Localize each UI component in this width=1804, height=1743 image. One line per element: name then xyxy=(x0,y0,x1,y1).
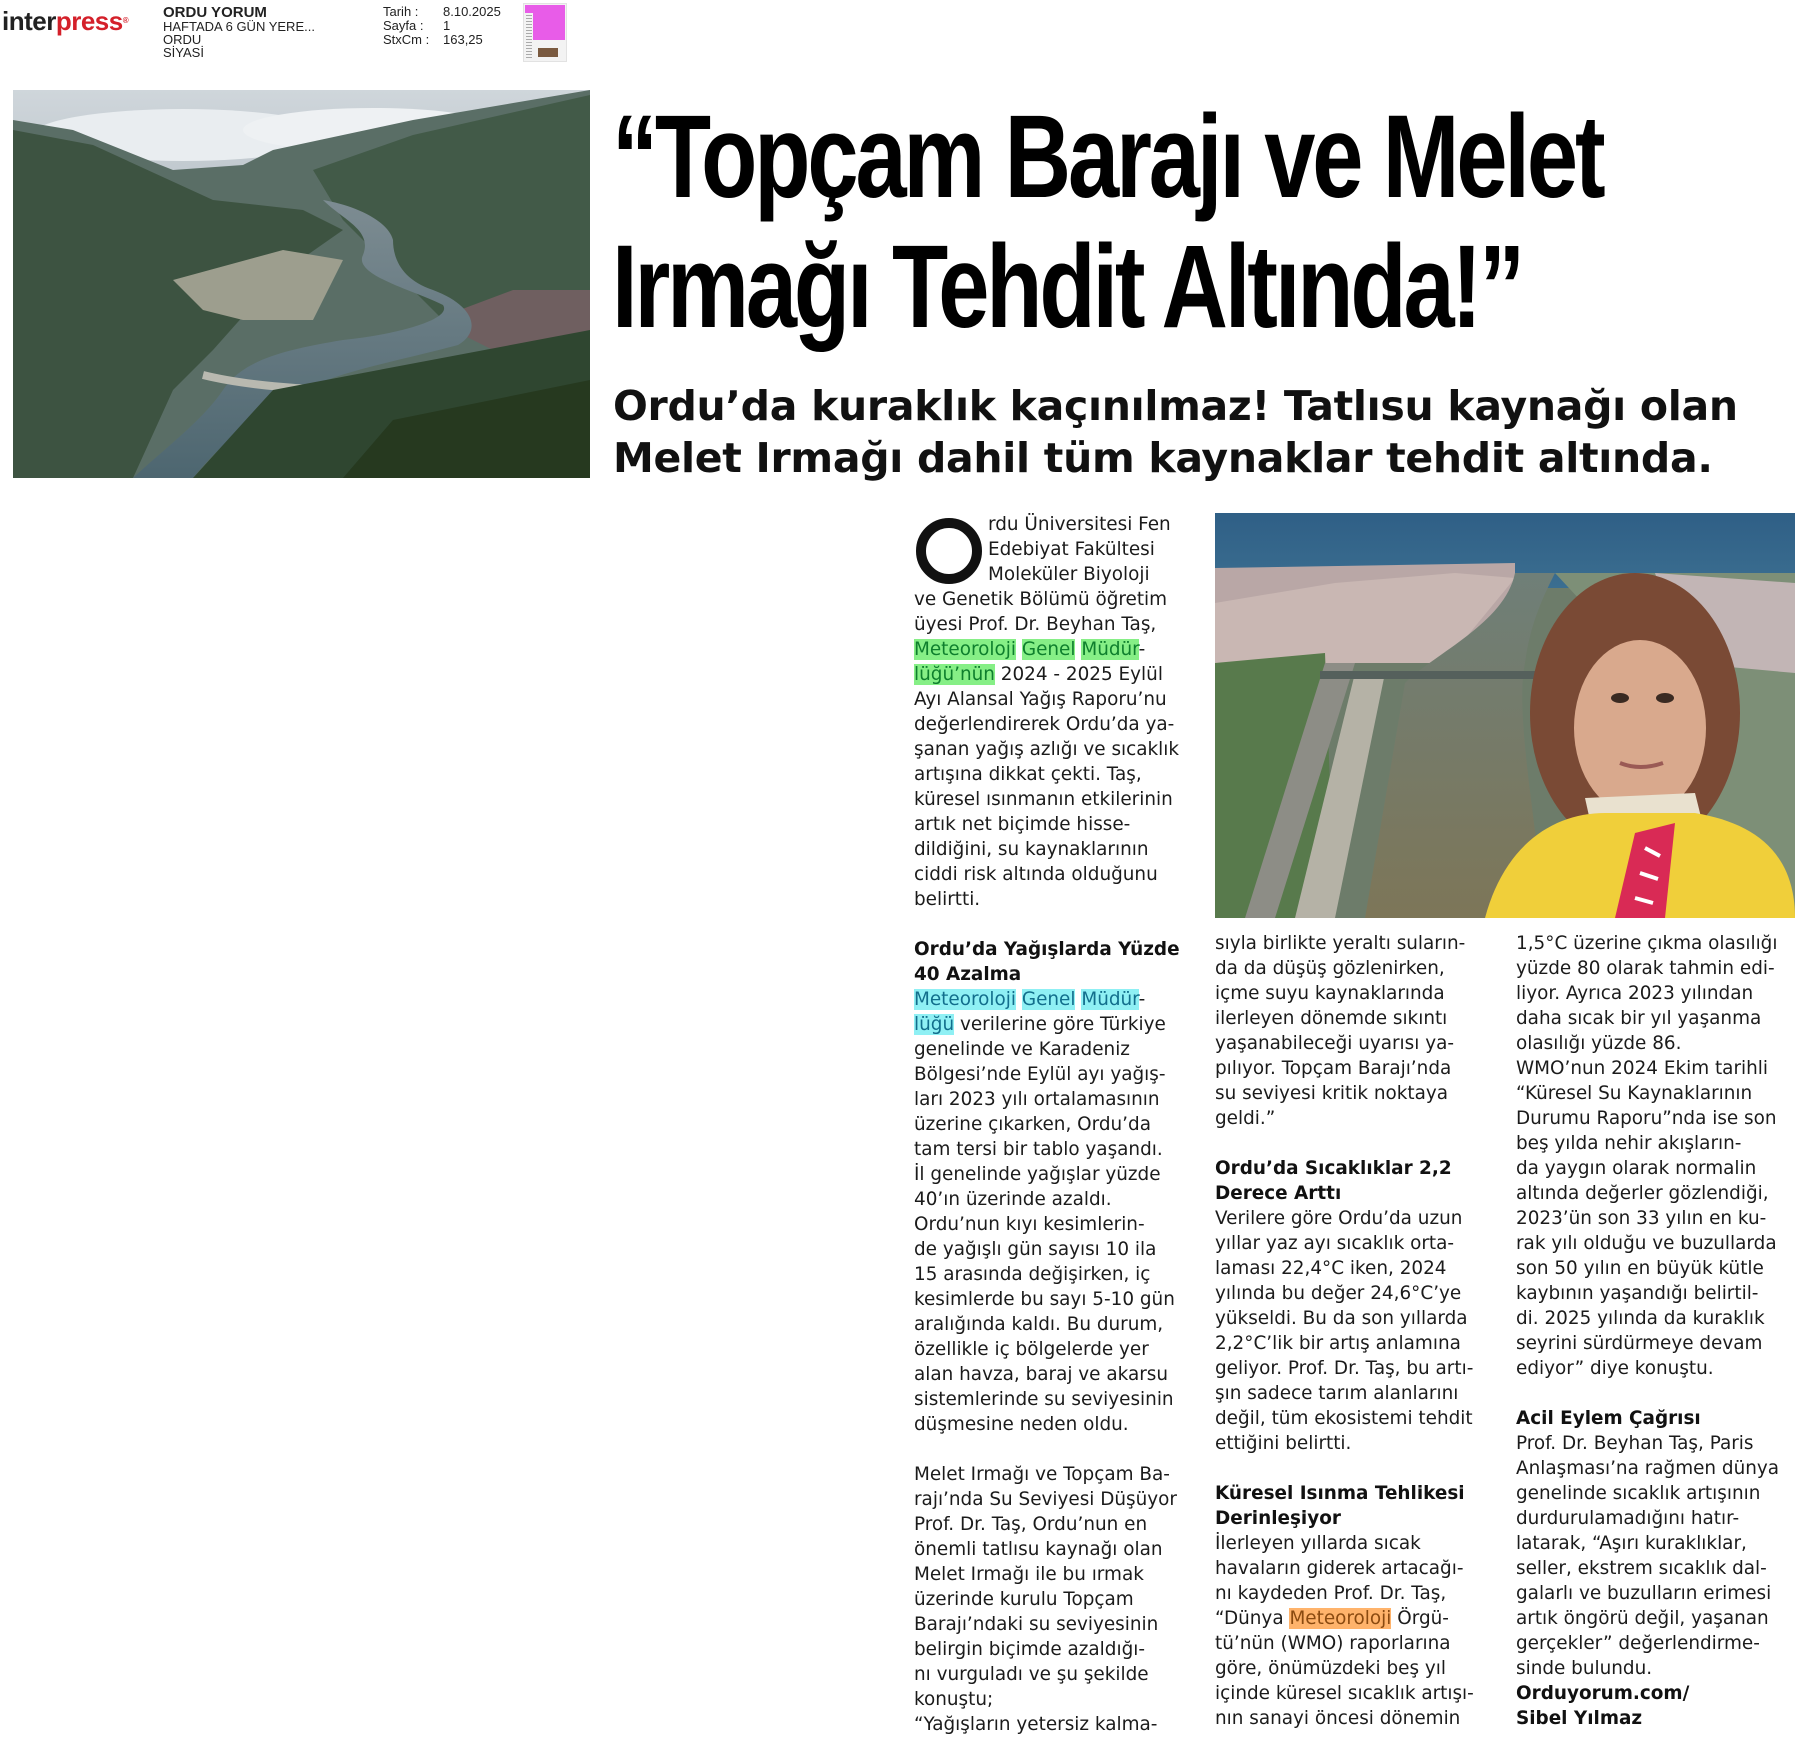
byline-source[interactable]: Orduyorum.com/ xyxy=(1516,1683,1690,1704)
headline-line-2: Irmağı Tehdit Altında!” xyxy=(612,221,1522,353)
logo-text-inter: inter xyxy=(2,6,56,36)
page-label: Sayfa : xyxy=(383,18,424,33)
text-line: yüzde 80 olarak tahmin edi- xyxy=(1516,958,1775,979)
paragraph-gap xyxy=(914,1437,1194,1462)
text-line: altında değerler gözlendiği, xyxy=(1516,1183,1769,1204)
text-line: 15 arasında değişirken, iç xyxy=(914,1264,1151,1285)
intro-line: Moleküler Biyoloji xyxy=(988,564,1150,585)
subheading-sicaklik: Derece Arttı xyxy=(1215,1183,1342,1204)
text-line: Verilere göre Ordu’da uzun xyxy=(1215,1208,1463,1229)
text-line: dildiğini, su kaynaklarının xyxy=(914,839,1149,860)
highlight-genel: Genel xyxy=(1021,989,1076,1010)
subheading-yagis: Ordu’da Yağışlarda Yüzde xyxy=(914,939,1180,960)
body-paragraph-melet xyxy=(914,1462,1194,1737)
stxcm-label: StxCm : xyxy=(383,32,430,47)
text-line: nı vurguladı ve şu şekilde xyxy=(914,1664,1149,1685)
text-line: Durumu Raporu”nda ise son xyxy=(1516,1108,1777,1129)
text-line: de yağışlı gün sayısı 10 ila xyxy=(914,1239,1157,1260)
dam-valley-photo xyxy=(13,90,590,478)
text-line: Melet Irmağı ile bu ırmak xyxy=(914,1564,1144,1585)
subheading-kuresel: Küresel Isınma Tehlikesi xyxy=(1215,1483,1465,1504)
text-line: tü’nün (WMO) raporlarına xyxy=(1215,1633,1451,1654)
page-thumbnail[interactable] xyxy=(523,3,567,62)
clip-metadata xyxy=(383,5,501,47)
text-line: konuştu; xyxy=(914,1689,994,1710)
text-line: 2023’ün son 33 yılın en ku- xyxy=(1516,1208,1767,1229)
text-line: Melet Irmağı ve Topçam Ba- xyxy=(914,1464,1170,1485)
body-paragraph-sicaklik xyxy=(1215,1206,1495,1456)
text-line: beş yılda nehir akışların- xyxy=(1516,1133,1742,1154)
text-line: da da düşüş gözlenirken, xyxy=(1215,958,1445,979)
text-line: artık öngörü değil, yaşanan xyxy=(1516,1608,1769,1629)
text-line: gerçekler” değerlendirme- xyxy=(1516,1633,1760,1654)
text-line: göre, önümüzdeki beş yıl xyxy=(1215,1658,1446,1679)
subheading-sicaklik: Ordu’da Sıcaklıklar 2,2 xyxy=(1215,1158,1452,1179)
text-line: geldi.” xyxy=(1215,1108,1276,1129)
text-line: kesimlerde bu sayı 5-10 gün xyxy=(914,1289,1175,1310)
text-line: sinde bulundu. xyxy=(1516,1658,1653,1679)
text-line: Prof. Dr. Taş, Ordu’nun en xyxy=(914,1514,1148,1535)
body-text: Örgü- xyxy=(1391,1608,1449,1629)
text-line: WMO’nun 2024 Ekim tarihli xyxy=(1516,1058,1769,1079)
text-line: düşmesine neden oldu. xyxy=(914,1414,1129,1435)
text-line: önemli tatlısu kaynağı olan xyxy=(914,1539,1163,1560)
text-line: ediyor” diye konuştu. xyxy=(1516,1358,1714,1379)
intro-line-highlighted xyxy=(914,662,1194,687)
thumbnail-highlight-article xyxy=(533,5,565,40)
text-line: Bölgesi’nde Eylül ayı yağış- xyxy=(914,1064,1166,1085)
text-line: artışına dikkat çekti. Taş, xyxy=(914,764,1142,785)
body-line-highlighted xyxy=(914,987,1194,1012)
body-line-highlighted xyxy=(914,1012,1194,1037)
intro-line: Edebiyat Fakültesi xyxy=(988,539,1155,560)
dam-valley-illustration xyxy=(13,90,590,478)
highlight-meteoroloji: Meteoroloji xyxy=(1289,1608,1392,1629)
text-line: havaların giderek artacağı- xyxy=(1215,1558,1464,1579)
subtitle-line-1: Ordu’da kuraklık kaçınılmaz! Tatlısu kaynağı olan xyxy=(613,382,1738,430)
text-line: genelinde ve Karadeniz xyxy=(914,1039,1130,1060)
text-line: yükseldi. Bu da son yıllarda xyxy=(1215,1308,1468,1329)
text-line: laması 22,4°C iken, 2024 xyxy=(1215,1258,1447,1279)
body-paragraph-yagis xyxy=(914,1037,1194,1437)
text-line: belirtti. xyxy=(914,889,981,910)
selfie-river-illustration xyxy=(1215,513,1795,918)
body-paragraph-wmo xyxy=(1516,931,1801,1381)
body-paragraph-kuresel xyxy=(1215,1531,1495,1606)
text-line: Ayı Alansal Yağış Raporu’nu xyxy=(914,689,1167,710)
logo-registered-mark: ® xyxy=(122,16,129,25)
text-line: Ordu’nun kıyı kesimlerin- xyxy=(914,1214,1145,1235)
body-paragraph-kuresel-cont xyxy=(1215,1631,1495,1731)
intro-line: üyesi Prof. Dr. Beyhan Taş, xyxy=(914,614,1157,635)
text-line: özellikle iç bölgelerde yer xyxy=(914,1339,1149,1360)
text-line: küresel ısınmanın etkilerinin xyxy=(914,789,1173,810)
text-line: ilerleyen dönemde sıkıntı xyxy=(1215,1008,1448,1029)
text-line: üzerine çıkarken, Ordu’da xyxy=(914,1114,1151,1135)
text-line: 40’ın üzerinde azaldı. xyxy=(914,1189,1112,1210)
text-line: latarak, “Aşırı kuraklıklar, xyxy=(1516,1533,1747,1554)
text-line: son 50 yılın en büyük kütle xyxy=(1516,1258,1764,1279)
text-line: tam tersi bir tablo yaşandı. xyxy=(914,1139,1163,1160)
text-line: ciddi risk altında olduğunu xyxy=(914,864,1158,885)
text-line: yıllar yaz ayı sıcaklık orta- xyxy=(1215,1233,1455,1254)
text-line: alan havza, baraj ve akarsu xyxy=(914,1364,1169,1385)
body-text: verilerine göre Türkiye xyxy=(954,1014,1166,1035)
paragraph-gap xyxy=(1215,1131,1495,1156)
text-line: Anlaşması’na rağmen dünya xyxy=(1516,1458,1780,1479)
highlight-lugu: lüğü xyxy=(914,1014,955,1035)
paragraph-gap xyxy=(1516,1381,1801,1406)
text-line: daha sıcak bir yıl yaşanma xyxy=(1516,1008,1762,1029)
text-line: di. 2025 yılında da kuraklık xyxy=(1516,1308,1765,1329)
intro-line-highlighted xyxy=(914,637,1194,662)
date-label: Tarih : xyxy=(383,4,419,19)
text-line: üzerinde kurulu Topçam xyxy=(914,1589,1134,1610)
article-subtitle xyxy=(613,380,1803,484)
body-line-highlighted xyxy=(1215,1606,1495,1631)
date-value: 8.10.2025 xyxy=(443,4,501,19)
highlight-meteoroloji: Meteoroloji xyxy=(914,639,1016,660)
text-line: “Yağışların yetersiz kalma- xyxy=(914,1714,1158,1735)
text-line: değil, tüm ekosistemi tehdit xyxy=(1215,1408,1473,1429)
body-paragraph-acil-eylem xyxy=(1516,1431,1801,1681)
text-line: durdurulamadığını hatır- xyxy=(1516,1508,1740,1529)
byline-author: Sibel Yılmaz xyxy=(1516,1708,1643,1729)
subheading-acil-eylem: Acil Eylem Çağrısı xyxy=(1516,1408,1701,1429)
page-value: 1 xyxy=(443,18,451,33)
text-line: 1,5°C üzerine çıkma olasılığı xyxy=(1516,933,1778,954)
text-line: Barajı’ndaki su seviyesinin xyxy=(914,1614,1159,1635)
dropcap-letter-o xyxy=(914,516,984,586)
text-line: Prof. Dr. Beyhan Taş, Paris xyxy=(1516,1433,1754,1454)
text-line: su seviyesi kritik noktaya xyxy=(1215,1083,1449,1104)
body-paragraph-continued xyxy=(1215,931,1495,1131)
publication-category: SİYASİ xyxy=(163,45,204,60)
text-line: yaşanabileceği uyarısı ya- xyxy=(1215,1033,1454,1054)
text-line: nın sanayi öncesi dönemin xyxy=(1215,1708,1461,1729)
text-line: içme suyu kaynaklarında xyxy=(1215,983,1445,1004)
text-line: liyor. Ayrıca 2023 yılından xyxy=(1516,983,1754,1004)
stxcm-value: 163,25 xyxy=(443,32,483,47)
text-line: kaybının yaşandığı belirtil- xyxy=(1516,1283,1759,1304)
subtitle-line-2: Melet Irmağı dahil tüm kaynaklar tehdit altında. xyxy=(613,434,1713,482)
intro-line: ve Genetik Bölümü öğretim xyxy=(914,589,1168,610)
text-line: galarlı ve buzulların erimesi xyxy=(1516,1583,1772,1604)
publication-info xyxy=(163,5,315,59)
dropcap-text: O xyxy=(914,516,915,517)
intro-paragraph-rest xyxy=(914,687,1194,912)
text-line: sistemlerinde su seviyesinin xyxy=(914,1389,1174,1410)
publication-name: ORDU YORUM xyxy=(163,4,267,21)
subheading-yagis: 40 Azalma xyxy=(914,964,1022,985)
text-line: seyrini sürdürmeye devam xyxy=(1516,1333,1763,1354)
text-line: artık net biçimde hisse- xyxy=(914,814,1131,835)
text-line: şın sadece tarım alanlarını xyxy=(1215,1383,1459,1404)
interpress-logo xyxy=(2,6,128,36)
thumbnail-text-lines xyxy=(526,15,532,58)
highlight-lugunun: lüğü’nün xyxy=(914,664,995,685)
intro-text: 2024 - 2025 Eylül xyxy=(994,664,1163,685)
publication-city: ORDU xyxy=(163,32,202,47)
text-line: pılıyor. Topçam Barajı’nda xyxy=(1215,1058,1452,1079)
professor-selfie-photo xyxy=(1215,513,1795,918)
highlight-meteoroloji: Meteoroloji xyxy=(914,989,1016,1010)
hyphen: - xyxy=(1138,989,1146,1010)
text-line: İl genelinde yağışlar yüzde xyxy=(914,1164,1161,1185)
text-line: geliyor. Prof. Dr. Taş, bu artı- xyxy=(1215,1358,1474,1379)
text-line: rak yılı olduğu ve buzullarda xyxy=(1516,1233,1777,1254)
article-column-3 xyxy=(1516,931,1801,1731)
text-line: 2,2°C’lik bir artış anlamına xyxy=(1215,1333,1461,1354)
text-line: ettiğini belirtti. xyxy=(1215,1433,1352,1454)
text-line: içinde küresel sıcaklık artışı- xyxy=(1215,1683,1474,1704)
logo-text-press: press xyxy=(55,6,123,36)
article-headline xyxy=(612,91,1603,353)
text-line: nı kaydeden Prof. Dr. Taş, xyxy=(1215,1583,1447,1604)
text-line: genelinde sıcaklık artışının xyxy=(1516,1483,1761,1504)
hyphen: - xyxy=(1138,639,1146,660)
text-line: İlerleyen yıllarda sıcak xyxy=(1215,1533,1421,1554)
intro-line: rdu Üniversitesi Fen xyxy=(988,514,1171,535)
paragraph-gap xyxy=(1215,1456,1495,1481)
publication-frequency: HAFTADA 6 GÜN YERE... xyxy=(163,19,315,34)
paragraph-gap xyxy=(914,912,1194,937)
thumbnail-image xyxy=(538,48,558,57)
text-line: ları 2023 yılı ortalamasının xyxy=(914,1089,1160,1110)
text-line: değerlendirerek Ordu’da ya- xyxy=(914,714,1175,735)
text-line: “Küresel Su Kaynaklarının xyxy=(1516,1083,1753,1104)
article-column-2 xyxy=(1215,931,1495,1731)
text-line: sıyla birlikte yeraltı suların- xyxy=(1215,933,1466,954)
article-column-1 xyxy=(914,512,1194,1737)
highlight-mudur: Müdür xyxy=(1081,639,1139,660)
text-line: şanan yağış azlığı ve sıcaklık xyxy=(914,739,1180,760)
text-line: olasılığı yüzde 86. xyxy=(1516,1033,1682,1054)
highlight-mudur: Müdür xyxy=(1081,989,1139,1010)
highlight-genel: Genel xyxy=(1021,639,1076,660)
text-line: rajı’nda Su Seviyesi Düşüyor xyxy=(914,1489,1177,1510)
text-line: seller, ekstrem sıcaklık dal- xyxy=(1516,1558,1767,1579)
subheading-kuresel: Derinleşiyor xyxy=(1215,1508,1341,1529)
text-line: yılında bu değer 24,6°C’ye xyxy=(1215,1283,1462,1304)
text-line: da yaygın olarak normalin xyxy=(1516,1158,1757,1179)
headline-line-1: “Topçam Barajı ve Melet xyxy=(612,91,1603,223)
body-text: “Dünya xyxy=(1215,1608,1290,1629)
text-line: aralığında kaldı. Bu durum, xyxy=(914,1314,1164,1335)
text-line: belirgin biçimde azaldığı- xyxy=(914,1639,1145,1660)
